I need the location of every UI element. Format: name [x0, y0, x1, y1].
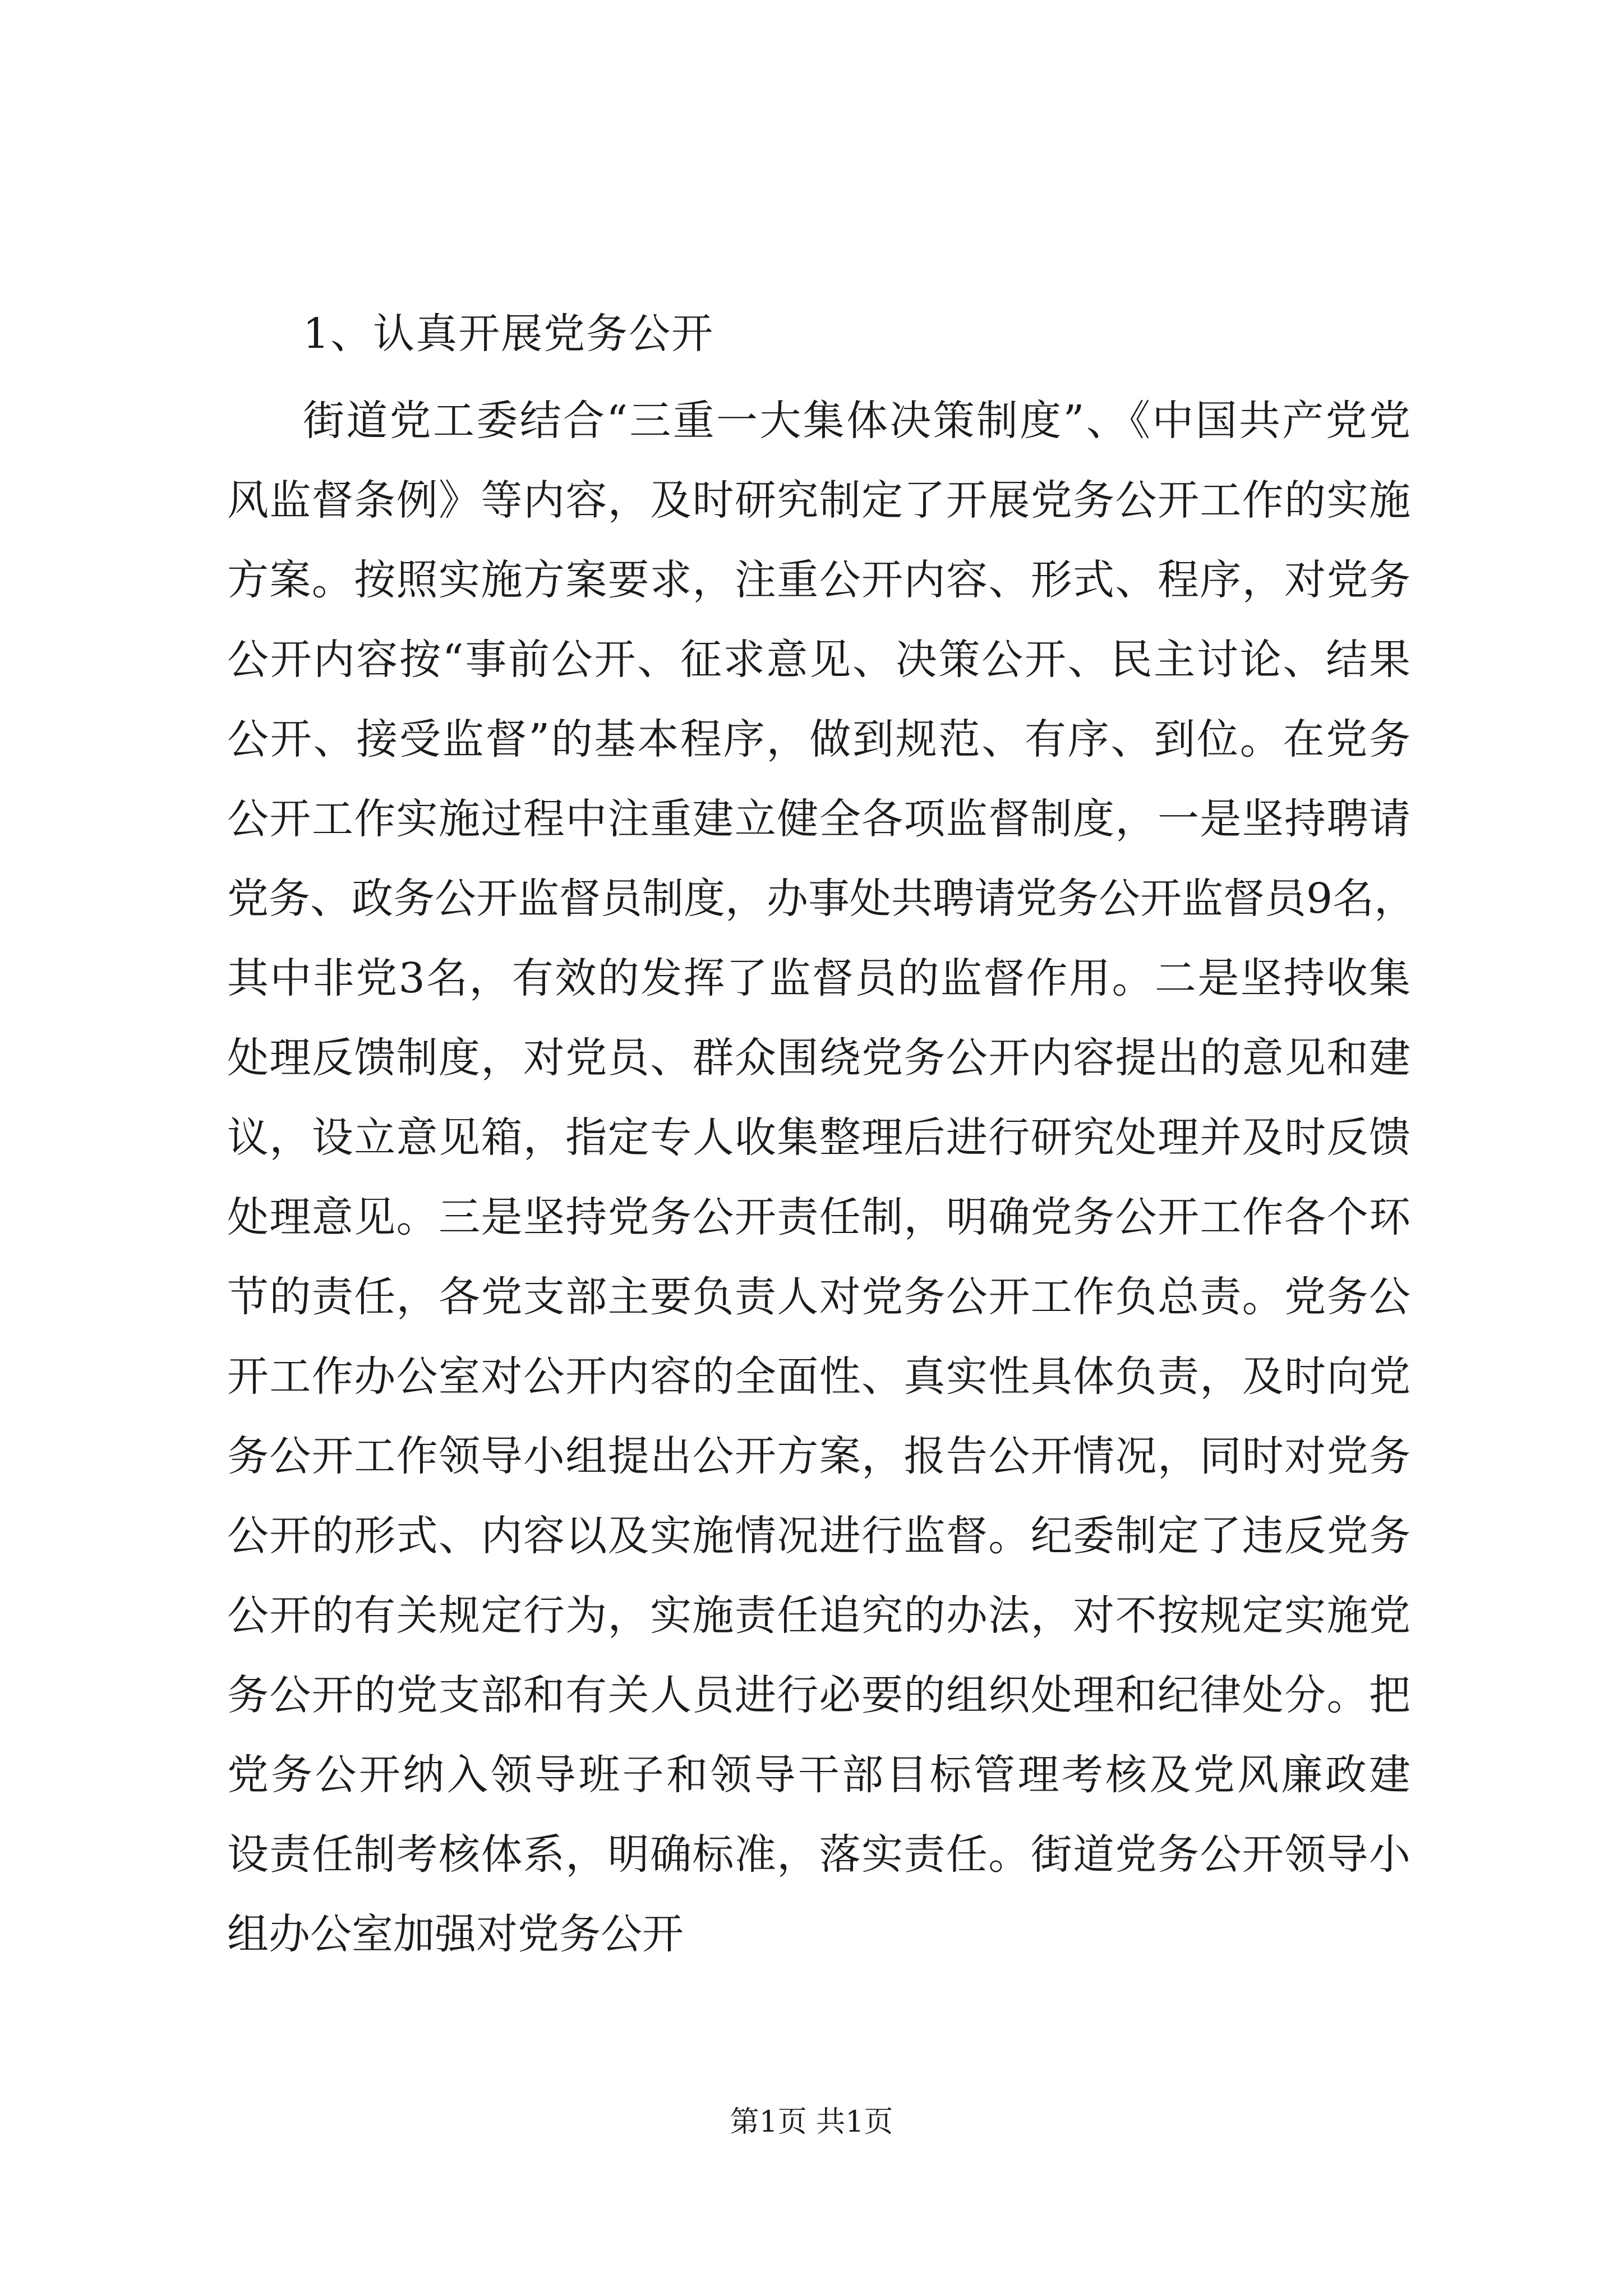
paragraph-line: 公开、接受监督”的基本程序，做到规范、有序、到位。在党务	[227, 715, 1410, 763]
paragraph-line: 设责任制考核体系，明确标准，落实责任。街道党务公开领导小	[227, 1830, 1410, 1879]
paragraph-line: 公开工作实施过程中注重建立健全各项监督制度，一是坚持聘请	[227, 795, 1410, 843]
paragraph-line: 处理意见。三是坚持党务公开责任制，明确党务公开工作各个环	[227, 1193, 1410, 1241]
page-footer: 第1页 共1页	[730, 2105, 893, 2139]
paragraph-line: 其中非党3名，有效的发挥了监督员的监督作用。二是坚持收集	[227, 954, 1410, 1002]
paragraph-line: 党务、政务公开监督员制度，办事处共聘请党务公开监督员9名，	[227, 875, 1416, 923]
section-heading: 1、认真开展党务公开	[303, 310, 714, 358]
paragraph-line: 务公开工作领导小组提出公开方案，报告公开情况，同时对党务	[227, 1432, 1410, 1480]
paragraph-line: 公开的形式、内容以及实施情况进行监督。纪委制定了违反党务	[227, 1512, 1410, 1560]
paragraph-line: 组办公室加强对党务公开	[227, 1910, 684, 1958]
paragraph-line: 议，设立意见箱，指定专人收集整理后进行研究处理并及时反馈	[227, 1114, 1410, 1162]
paragraph-line: 公开的有关规定行为，实施责任追究的办法，对不按规定实施党	[227, 1591, 1410, 1640]
paragraph-line: 党务公开纳入领导班子和领导干部目标管理考核及党风廉政建	[227, 1751, 1410, 1799]
paragraph-line: 风监督条例》等内容，及时研究制定了开展党务公开工作的实施	[227, 476, 1410, 524]
paragraph-line: 处理反馈制度，对党员、群众围绕党务公开内容提出的意见和建	[227, 1034, 1410, 1082]
paragraph-line: 街道党工委结合“三重一大集体决策制度”、《中国共产党党	[303, 397, 1410, 445]
paragraph-line: 方案。按照实施方案要求，注重公开内容、形式、程序，对党务	[227, 556, 1410, 604]
paragraph-line: 务公开的党支部和有关人员进行必要的组织处理和纪律处分。把	[227, 1671, 1410, 1719]
paragraph-line: 开工作办公室对公开内容的全面性、真实性具体负责，及时向党	[227, 1352, 1410, 1401]
paragraph-line: 节的责任，各党支部主要负责人对党务公开工作负总责。党务公	[227, 1273, 1410, 1321]
paragraph-line: 公开内容按“事前公开、征求意见、决策公开、民主讨论、结果	[227, 636, 1410, 684]
